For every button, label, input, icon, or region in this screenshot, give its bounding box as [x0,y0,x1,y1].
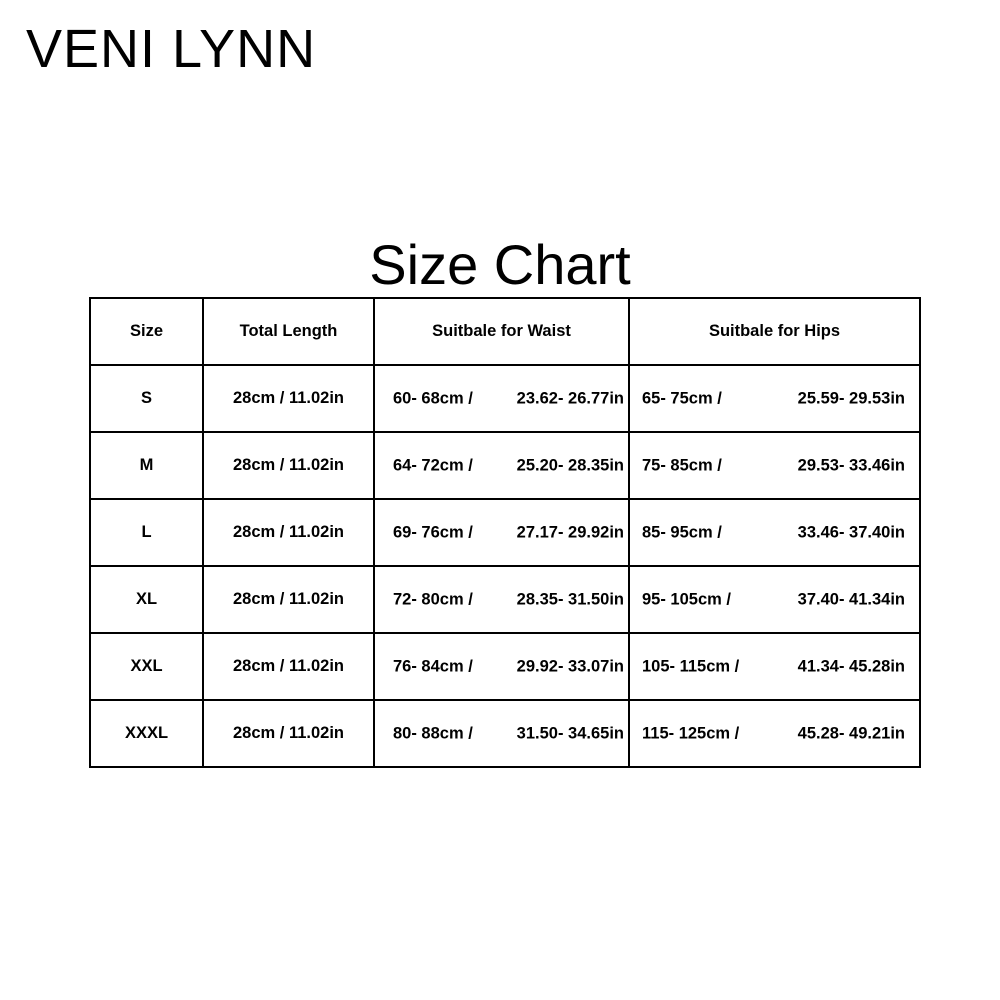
table-row [90,700,920,767]
hips-in: 29.53- 33.46in [797,456,905,474]
size-cell: L [90,499,203,566]
length-cell: 28cm / 11.02in [203,633,374,700]
hips-cm: 105- 115cm / [642,657,740,675]
waist-in: 25.20- 28.35in [516,456,624,474]
length-cell: 28cm / 11.02in [203,432,374,499]
waist-in: 31.50- 34.65in [516,724,624,742]
waist-cell [374,365,629,432]
table-row [90,566,920,633]
waist-cm: 60- 68cm / [393,389,473,407]
waist-in: 23.62- 26.77in [516,389,624,407]
brand-name: VENI LYNN [26,19,317,79]
waist-in: 28.35- 31.50in [516,590,624,608]
hips-cm: 95- 105cm / [642,590,731,608]
length-cell: 28cm / 11.02in [203,566,374,633]
length-cell: 28cm / 11.02in [203,700,374,767]
hips-cm: 65- 75cm / [642,389,722,407]
header-size: Size [90,298,203,365]
table-row [90,633,920,700]
page-title: Size Chart [369,233,631,296]
hips-in: 33.46- 37.40in [797,523,905,541]
table-header-row [90,298,920,365]
hips-cm: 85- 95cm / [642,523,722,541]
size-cell: XXL [90,633,203,700]
hips-cell [629,566,920,633]
size-cell: XL [90,566,203,633]
header-waist: Suitbale for Waist [374,298,629,365]
waist-cm: 80- 88cm / [393,724,473,742]
size-cell: M [90,432,203,499]
header-hips: Suitbale for Hips [629,298,920,365]
table-row [90,432,920,499]
waist-cell [374,700,629,767]
size-chart-table [89,297,921,768]
waist-in: 29.92- 33.07in [516,657,624,675]
hips-in: 45.28- 49.21in [797,724,905,742]
waist-cm: 69- 76cm / [393,523,473,541]
table-row [90,365,920,432]
hips-cell [629,633,920,700]
header-total-length: Total Length [203,298,374,365]
hips-in: 41.34- 45.28in [797,657,905,675]
waist-cm: 72- 80cm / [393,590,473,608]
waist-cm: 76- 84cm / [393,657,473,675]
hips-cm: 115- 125cm / [642,724,740,742]
hips-cell [629,432,920,499]
hips-cell [629,499,920,566]
length-cell: 28cm / 11.02in [203,499,374,566]
waist-cell [374,499,629,566]
hips-cell [629,700,920,767]
hips-cell [629,365,920,432]
size-cell: XXXL [90,700,203,767]
waist-in: 27.17- 29.92in [516,523,624,541]
waist-cell [374,566,629,633]
hips-cm: 75- 85cm / [642,456,722,474]
hips-in: 25.59- 29.53in [797,389,905,407]
waist-cell [374,432,629,499]
hips-in: 37.40- 41.34in [797,590,905,608]
waist-cell [374,633,629,700]
size-cell: S [90,365,203,432]
waist-cm: 64- 72cm / [393,456,473,474]
length-cell: 28cm / 11.02in [203,365,374,432]
table-row [90,499,920,566]
